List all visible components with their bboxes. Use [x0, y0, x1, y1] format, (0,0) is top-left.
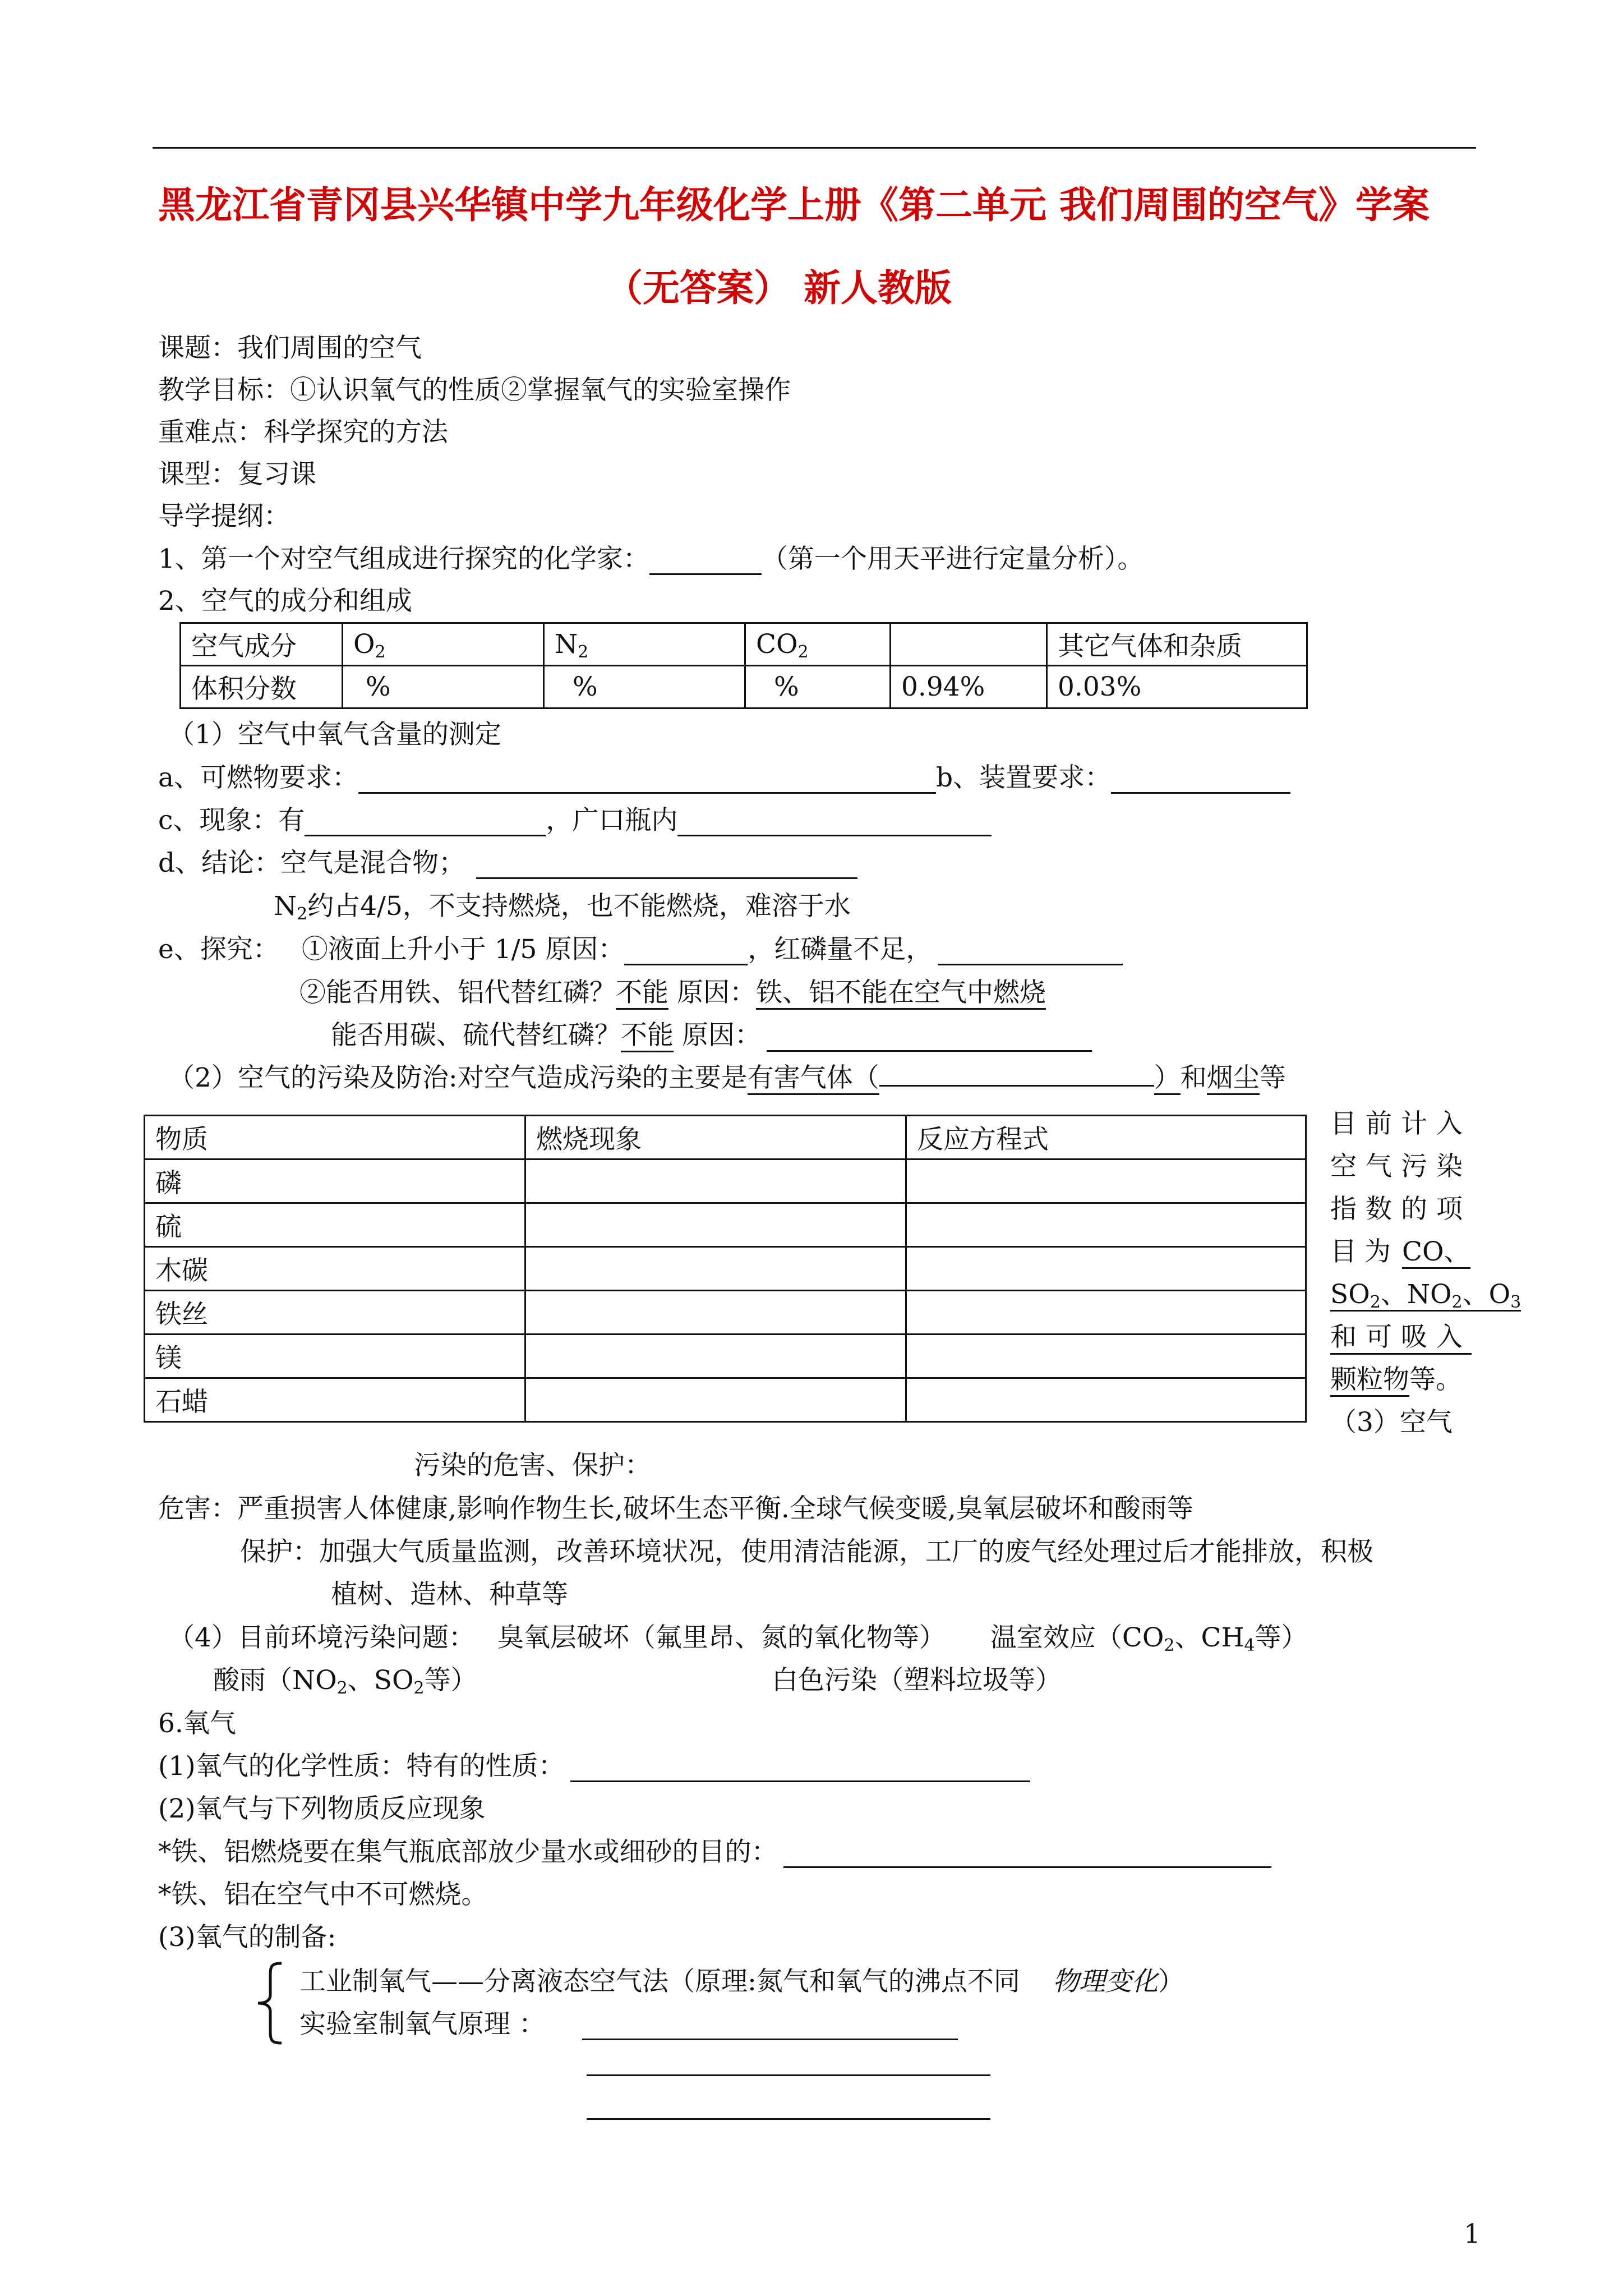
fraction-n2: % — [544, 666, 745, 708]
reaction-cell — [906, 1378, 1306, 1422]
reaction-cell — [525, 1378, 906, 1422]
composition-other: 其它气体和杂质 — [1047, 623, 1307, 666]
fraction-label: 体积分数 — [181, 666, 343, 708]
phenomenon-blank-1 — [305, 811, 546, 836]
fraction-co2: % — [745, 666, 891, 708]
side-note-4: 目为 CO、 — [1330, 1236, 1470, 1268]
reason-blank-2 — [938, 940, 1123, 965]
line-e-reason: ①液面上升小于 1/5 原因： — [301, 934, 625, 965]
line-e-label: e、探究： — [158, 934, 279, 965]
side-note-7: 颗粒物等。 — [1330, 1364, 1462, 1396]
n2-line: $N_2$约占4/5，不支持燃烧，也不能燃烧，难溶于水 — [274, 891, 851, 924]
line-b-label: b、装置要求： — [936, 762, 1112, 793]
reaction-cell — [525, 1159, 906, 1203]
line-e2: ②能否用铁、铝代替红磷？不能 原因：铁、铝不能在空气中燃烧 — [299, 977, 1046, 1009]
carbon-reason-blank — [767, 1027, 1092, 1052]
line-c-mid: ，广口瓶内 — [546, 805, 678, 836]
composition-table — [179, 622, 1308, 709]
reaction-row-substance: 铁丝 — [145, 1291, 525, 1335]
harm-line: 危害：严重损害人体健康,影响作物生长,破坏生态平衡.全球气候变暖,臭氧层破坏和酸雨等 — [158, 1493, 1193, 1524]
reaction-row-substance: 石蜡 — [145, 1378, 525, 1422]
iron-air-line: *铁、铝在空气中不可燃烧。 — [158, 1879, 488, 1910]
combustible-blank — [358, 769, 936, 794]
reaction-cell — [906, 1203, 1306, 1247]
question-1 — [158, 544, 1144, 575]
reaction-cell — [906, 1159, 1306, 1203]
brace-icon — [253, 1961, 287, 2045]
reaction-cell — [525, 1291, 906, 1335]
composition-label: 空气成分 — [181, 623, 343, 666]
reaction-row-substance: 磷 — [145, 1159, 525, 1203]
white-pollution: 白色污染（塑料垃圾等） — [772, 1665, 1062, 1696]
section-1-title: （1）空气中氧气含量的测定 — [168, 719, 501, 750]
reaction-cell — [906, 1291, 1306, 1335]
lab-line: 实验室制氧气原理 ： — [299, 2009, 958, 2040]
line-e3: 能否用碳、硫代替红磷？不能 原因： — [331, 1020, 1092, 1052]
side-note-8: （3）空气 — [1330, 1407, 1453, 1438]
section-3-title: 污染的危害、保护： — [414, 1450, 651, 1481]
chemist-blank — [649, 550, 762, 575]
side-note-2: 空气污染 — [1330, 1151, 1472, 1182]
page-number: 1 — [1464, 2219, 1481, 2249]
reaction-row-substance: 镁 — [145, 1335, 525, 1378]
reaction-cell — [906, 1247, 1306, 1291]
side-note-3: 指数的项 — [1330, 1194, 1472, 1225]
oxygen-react-line: (2)氧气与下列物质反应现象 — [158, 1793, 486, 1824]
reaction-header-equation: 反应方程式 — [906, 1116, 1306, 1159]
reaction-cell — [525, 1203, 906, 1247]
composition-blank — [891, 623, 1047, 666]
goals-line: 教学目标：①认识氧气的性质②掌握氧气的实验室操作 — [158, 375, 791, 406]
question-1-suffix: （第一个用天平进行定量分析）。 — [761, 544, 1144, 574]
line-a-label: a、可燃物要求： — [158, 762, 359, 793]
line-a — [158, 762, 1290, 794]
line-d-label: d、结论：空气是混合物； — [158, 848, 465, 878]
reaction-cell — [525, 1335, 906, 1378]
device-blank — [1111, 769, 1290, 794]
key-points-line: 重难点：科学探究的方法 — [158, 417, 448, 448]
side-note-5: $SO_2$、$NO_2$、$O_3$ — [1330, 1279, 1521, 1312]
reaction-row-substance: 硫 — [145, 1203, 525, 1247]
lab-principle-blank-2 — [587, 2074, 990, 2076]
side-note-1: 目前计入 — [1330, 1108, 1472, 1139]
reaction-table — [144, 1115, 1307, 1423]
iron-purpose-blank — [783, 1843, 1271, 1868]
reaction-cell — [525, 1247, 906, 1291]
reaction-cell — [906, 1335, 1306, 1378]
page-subtitle: （无答案） 新人教版 — [606, 266, 952, 310]
section-2-title: （2）空气的污染及防治:对空气造成污染的主要是有害气体（ ）和烟尘等 — [168, 1062, 1286, 1094]
page-title: 黑龙江省青冈县兴华镇中学九年级化学上册《第二单元 我们周围的空气》学案 — [158, 183, 1430, 227]
iron-bottom-line: *铁、铝燃烧要在集气瓶底部放少量水或细砂的目的： — [158, 1837, 1271, 1868]
reaction-header-phenomenon: 燃烧现象 — [525, 1116, 906, 1159]
question-2-title: 2、空气的成分和组成 — [158, 586, 412, 616]
protect-line-1: 保护：加强大气质量监测，改善环境状况，使用清洁能源，工厂的废气经处理过后才能排放，积极 — [240, 1536, 1373, 1567]
section-4-line-1: （4）目前环境污染问题： 臭氧层破坏（氟里昂、氮的氧化物等） 温室效应（$CO_2$、$CH_4$等） — [168, 1622, 1308, 1655]
reaction-row-substance: 木碳 — [145, 1247, 525, 1291]
oxygen-chem-line: (1)氧气的化学性质：特有的性质： — [158, 1751, 1030, 1782]
lab-principle-blank-3 — [587, 2118, 990, 2120]
fraction-rare: 0.94% — [891, 666, 1047, 708]
section-4-line-2: 酸雨（$NO_2$、$SO_2$等） — [213, 1665, 477, 1698]
line-d — [158, 848, 857, 879]
preparation-title: (3)氧气的制备: — [158, 1922, 336, 1953]
topic-line: 课题：我们周围的空气 — [158, 333, 422, 364]
chem-property-blank — [570, 1757, 1030, 1782]
line-c — [158, 805, 992, 836]
reason-blank — [624, 940, 748, 965]
line-e — [158, 934, 1123, 965]
question-1-prefix: 1、第一个对空气组成进行探究的化学家： — [158, 544, 649, 574]
line-e-red: ，红磷量不足， — [748, 934, 933, 965]
top-rule — [153, 147, 1476, 149]
section-6-title: 6.氧气 — [158, 1708, 236, 1739]
fraction-o2: % — [343, 666, 544, 708]
fraction-other: 0.03% — [1047, 666, 1307, 708]
reaction-header-substance: 物质 — [145, 1116, 525, 1159]
composition-o2: $O_2$ — [343, 623, 544, 666]
lesson-type-line: 课型：复习课 — [158, 459, 316, 490]
industrial-line: 工业制氧气——分离液态空气法（原理:氮气和氧气的沸点不同 物理变化） — [299, 1966, 1184, 1997]
phenomenon-blank-2 — [677, 811, 992, 836]
outline-line: 导学提纲： — [158, 501, 290, 532]
protect-line-2: 植树、造林、种草等 — [331, 1579, 568, 1610]
lab-principle-blank-1 — [582, 2015, 958, 2040]
line-c-label: c、现象：有 — [158, 805, 305, 836]
conclusion-blank — [476, 854, 857, 879]
composition-co2: $CO_2$ — [745, 623, 891, 666]
side-note-6: 和可吸入 — [1330, 1322, 1472, 1355]
composition-n2: $N_2$ — [544, 623, 745, 666]
